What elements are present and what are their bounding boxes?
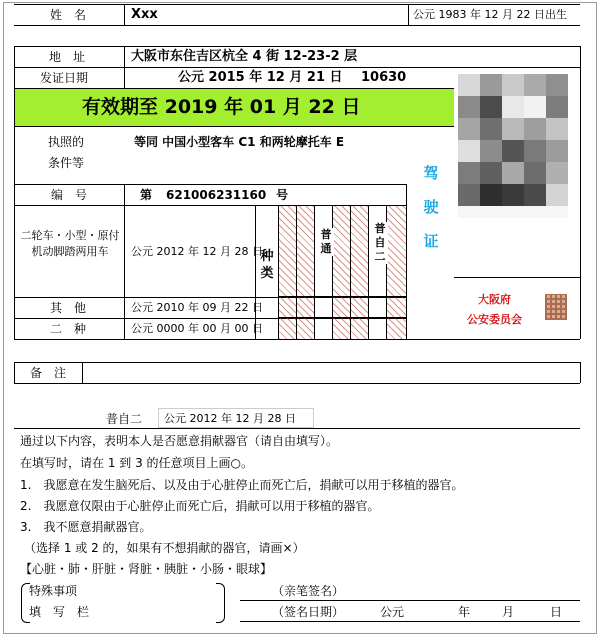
name-value: Xxx [131, 7, 158, 22]
rule [14, 383, 580, 384]
number-suffix: 号 [276, 188, 289, 202]
category-row3-label: 二 种 [50, 322, 87, 336]
rule [124, 184, 125, 339]
signature-date-era: 公元 [380, 605, 405, 619]
rule [408, 4, 409, 25]
rule [240, 600, 580, 601]
donation-option-3: 3. 我不愿意捐献器官。 [20, 520, 152, 534]
number-prefix: 第 [140, 188, 153, 202]
issue-serial: 10630 [361, 70, 407, 85]
remarks-date: 公元 2012 年 12 月 28 日 [164, 412, 296, 425]
special-items-label-line2: 填 写 栏 [29, 605, 90, 619]
category-row2-label: 其 他 [50, 301, 87, 315]
donation-organs: 【心脏・肺・肝脏・肾脏・胰脏・小肠・眼球】 [20, 562, 273, 576]
rule [14, 428, 580, 429]
rule [14, 126, 454, 127]
class-putong: 普通 [318, 228, 334, 256]
category-row1-label: 二轮车・小型・原付机动脚踏两用车 [20, 229, 120, 258]
donation-intro: 通过以下内容，表明本人是否愿意捐献器官（请自由填写）。 [20, 434, 339, 448]
portrait-photo [456, 70, 574, 222]
rule [406, 184, 407, 339]
address-label: 地 址 [49, 50, 86, 64]
conditions-label-line1: 执照的 [48, 135, 85, 149]
rule [14, 4, 580, 5]
rule [454, 277, 580, 278]
rule [14, 25, 580, 26]
special-items-label-line1: 特殊事项 [29, 584, 78, 598]
category-row1-date: 公元 2012 年 12 月 28 日 [131, 245, 263, 258]
remarks-label: 备 注 [30, 366, 67, 380]
rule [82, 362, 83, 383]
donation-option-2: 2. 我愿意仅限由于心脏停止而死亡后，捐献可以用于移植的器官。 [20, 499, 380, 513]
number-label: 编 号 [51, 188, 88, 202]
issue-date-value: 公元 2015 年 12 月 21 日 [178, 70, 343, 85]
signature-date-label: （签名日期） [272, 605, 345, 619]
issue-date-label: 发证日期 [40, 71, 89, 85]
rule [14, 46, 580, 47]
category-row2-date: 公元 2010 年 09 月 22 日 [131, 301, 263, 314]
signature-date-year: 年 [458, 605, 471, 619]
category-type-label: 种类 [260, 249, 274, 281]
name-label: 姓 名 [50, 8, 87, 22]
rule [14, 362, 580, 363]
birth-date: 公元 1983 年 12 月 22 日出生 [413, 8, 567, 21]
rule [14, 67, 580, 68]
rule [124, 4, 125, 25]
remarks-category: 普自二 [106, 412, 143, 426]
conditions-value: 等同 中国小型客车 C1 和两轮摩托车 E [134, 135, 345, 149]
address-value: 大阪市东住吉区杭全 4 街 12-23-2 层 [131, 49, 358, 64]
issuer-line2: 公安委员会 [467, 313, 522, 326]
signature-date-month: 月 [502, 605, 515, 619]
donation-option-1: 1. 我愿意在发生脑死后、以及由于心脏停止而死亡后，捐献可以用于移植的器官。 [20, 478, 464, 492]
special-items-bracket-right [216, 583, 225, 623]
signature-date-day: 日 [550, 605, 563, 619]
validity-text: 有效期至 2019 年 01 月 22 日 [82, 96, 361, 118]
rule [14, 339, 580, 340]
rule [580, 362, 581, 383]
rule [240, 621, 580, 622]
donation-note: （选择 1 或 2 的，如果有不想捐献的器官，请画×） [24, 541, 305, 555]
official-seal-icon [545, 294, 567, 320]
rule [14, 184, 406, 185]
rule [124, 46, 125, 88]
category-row3-date: 公元 0000 年 00 月 00 日 [131, 322, 263, 335]
issuer-line1: 大阪府 [478, 293, 511, 306]
rule [580, 46, 581, 339]
license-side-title: 驾驶证 [423, 164, 439, 250]
signature-label: （亲笔签名） [272, 584, 345, 598]
class-puzier: 普自二 [372, 222, 388, 264]
donation-instruction: 在填写时，请在 1 到 3 的任意项目上画○。 [20, 456, 253, 470]
rule [14, 362, 15, 383]
number-value: 621006231160 [166, 188, 267, 202]
conditions-label-line2: 条件等 [48, 156, 85, 170]
